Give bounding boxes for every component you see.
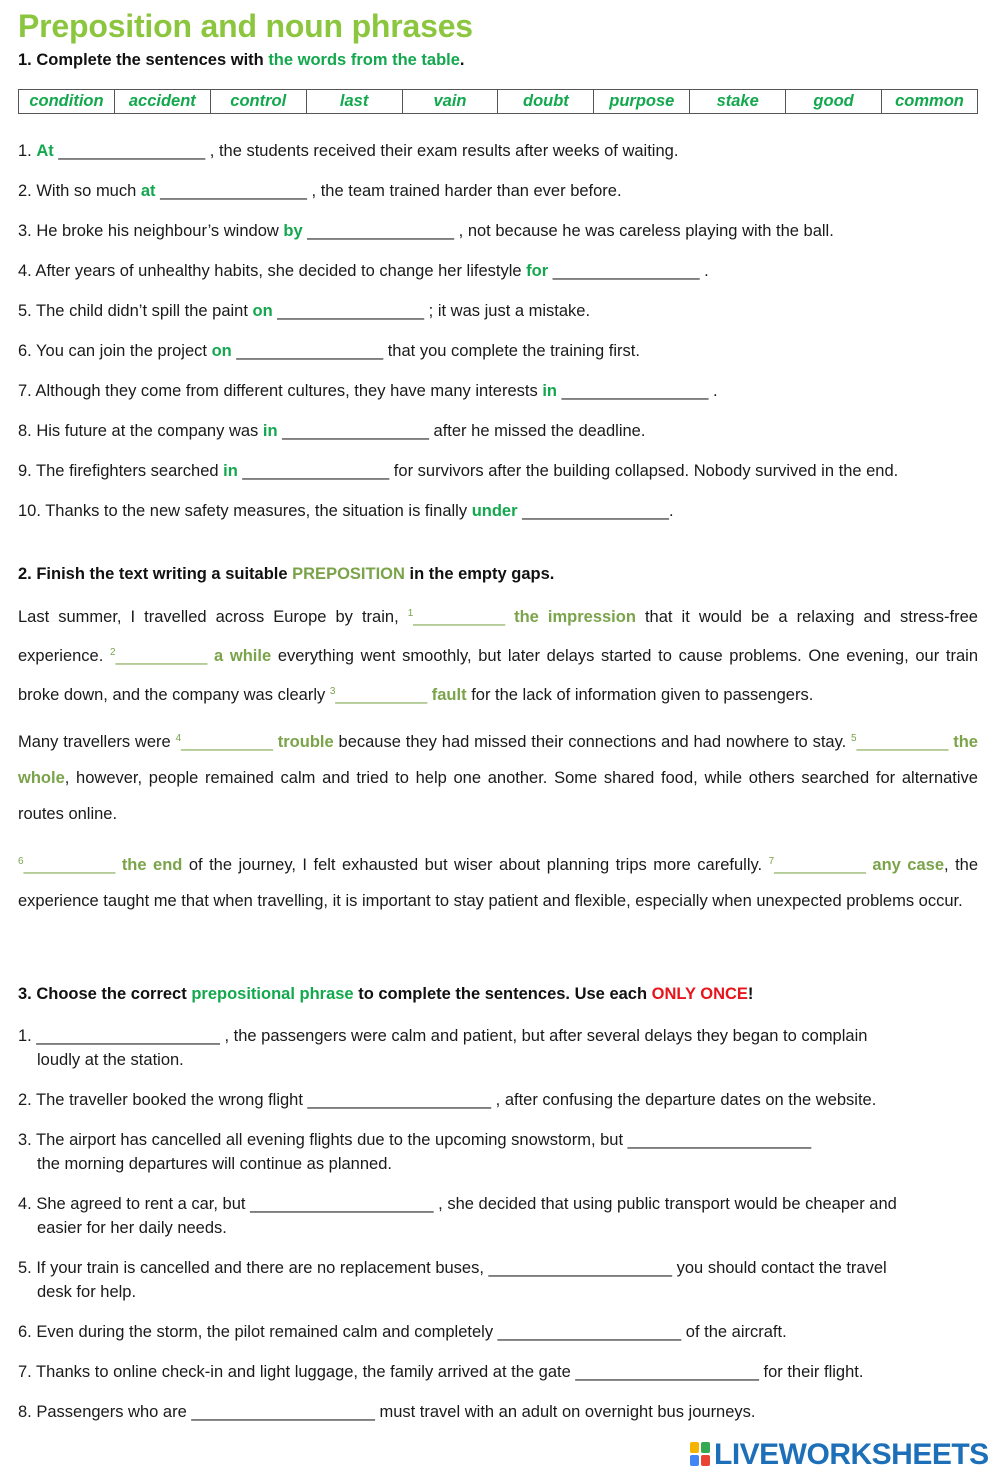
answer-gap[interactable]: ________________ , not because he was careless playing with the ball. (302, 222, 834, 240)
word-cell: last (306, 90, 402, 114)
s3-item-3: 3. The airport has cancelled all evening flights due to the upcoming snowstorm, but ____________________ the morning departures will continue as planned. (18, 1131, 812, 1173)
section-3-heading: 3. Choose the correct prepositional phrase to complete the sentences. Use each ONLY ONCE! (18, 985, 754, 1003)
s3-item-1: 1. ____________________ , the passengers were calm and patient, but after several delays they began to complain loudly at the station. (18, 1027, 868, 1069)
s1-sentence-10: 10. Thanks to the new safety measures, the situation is finally under ________________. (18, 502, 674, 520)
answer-gap[interactable]: __________ (413, 608, 506, 626)
s1-sentence-5: 5. The child didn’t spill the paint on ________________ ; it was just a mistake. (18, 302, 591, 320)
s1-sentence-9: 9. The firefighters searched in ________________ for survivors after the building collapsed. Nobody survived in the end. (18, 462, 899, 480)
answer-gap[interactable]: ________________. (517, 502, 674, 520)
word-cell: stake (690, 90, 786, 114)
answer-gap[interactable]: ________________ after he missed the deadline. (277, 422, 646, 440)
word-cell: common (882, 90, 978, 114)
s3-item-4: 4. She agreed to rent a car, but ____________________ , she decided that using public transport would be cheaper and easier for her daily needs. (18, 1195, 897, 1237)
answer-gap[interactable]: __________ (115, 647, 208, 665)
section-2-heading: 2. Finish the text writing a suitable PREPOSITION in the empty gaps. (18, 565, 555, 583)
answer-gap[interactable]: ________________ that you complete the training first. (231, 342, 640, 360)
word-cell: good (786, 90, 882, 114)
s3-item-5: 5. If your train is cancelled and there are no replacement buses, ____________________ you should contact the travel desk for help. (18, 1259, 887, 1301)
answer-gap[interactable]: ________________ , the students received their exam results after weeks of waiting. (53, 142, 679, 160)
answer-gap[interactable]: ________________ . (556, 382, 718, 400)
s2-paragraph-1: Last summer, I travelled across Europe by train, $^1$__________ the impression that it would be a relaxing and stress-free experience. $^2$__________ a while everything went smoothly, but later delays started to cause problems. One evening, our train broke down, and the company was clearly $^3$__________ fault for the lack of information given to passengers. (18, 608, 978, 704)
s1-sentence-4: 4. After years of unhealthy habits, she decided to change her lifestyle for ________________ . (18, 262, 709, 280)
answer-gap[interactable]: __________ (774, 856, 866, 874)
s3-item-8: 8. Passengers who are ____________________ must travel with an adult on overnight bus journeys. (18, 1403, 756, 1421)
s3-item-2: 2. The traveller booked the wrong flight ____________________ , after confusing the departure dates on the website. (18, 1091, 877, 1109)
answer-gap[interactable]: ________________ . (548, 262, 709, 280)
answer-gap[interactable]: __________ (335, 686, 428, 704)
word-cell: control (210, 90, 306, 114)
word-cell: doubt (498, 90, 594, 114)
logo-text: LIVEWORKSHEETS (714, 1438, 989, 1471)
word-table (18, 89, 978, 114)
s2-paragraph-2: Many travellers were $^4$__________ trouble because they had missed their connections and had nowhere to stay. $^5$__________ the whole, however, people remained calm and tried to help one another. Some shared food, while others searched for alternative routes online. (18, 733, 978, 823)
section-1-heading: 1. Complete the sentences with the words from the table. (18, 51, 465, 69)
s1-sentence-8: 8. His future at the company was in ________________ after he missed the deadline. (18, 422, 646, 440)
answer-gap[interactable]: ________________ ; it was just a mistake. (272, 302, 591, 320)
word-cell: accident (114, 90, 210, 114)
liveworksheets-logo[interactable] (690, 1440, 989, 1470)
s3-item-7: 7. Thanks to online check-in and light luggage, the family arrived at the gate ____________________ for their flight. (18, 1363, 864, 1381)
answer-gap[interactable]: ________________ for survivors after the building collapsed. Nobody survived in the end. (237, 462, 899, 480)
word-cell: vain (402, 90, 498, 114)
answer-gap[interactable]: ________________ , the team trained harder than ever before. (155, 182, 622, 200)
word-cell: condition (19, 90, 115, 114)
s2-paragraph-3: $^6$__________ the end of the journey, I felt exhausted but wiser about planning trips more carefully. $^7$__________ any case, the experience taught me that when travelling, it is important to stay patient and flexible, especially when unexpected problems occur. (18, 856, 979, 910)
logo-badge-icon (690, 1442, 712, 1468)
answer-gap[interactable]: __________ (23, 856, 116, 874)
answer-gap[interactable]: __________ (856, 733, 949, 751)
s3-item-6: 6. Even during the storm, the pilot remained calm and completely ____________________ of the aircraft. (18, 1323, 787, 1341)
answer-gap[interactable]: __________ (181, 733, 273, 751)
s1-sentence-2: 2. With so much at ________________ , the team trained harder than ever before. (18, 182, 622, 200)
word-cell: purpose (594, 90, 690, 114)
page-title: Preposition and noun phrases (18, 8, 473, 44)
s1-sentence-3: 3. He broke his neighbour’s window by ________________ , not because he was careless playing with the ball. (18, 222, 834, 240)
s1-sentence-6: 6. You can join the project on ________________ that you complete the training first. (18, 342, 640, 360)
s1-sentence-1: 1. At ________________ , the students received their exam results after weeks of waiting. (18, 142, 679, 160)
s1-sentence-7: 7. Although they come from different cultures, they have many interests in ________________ . (18, 382, 718, 400)
